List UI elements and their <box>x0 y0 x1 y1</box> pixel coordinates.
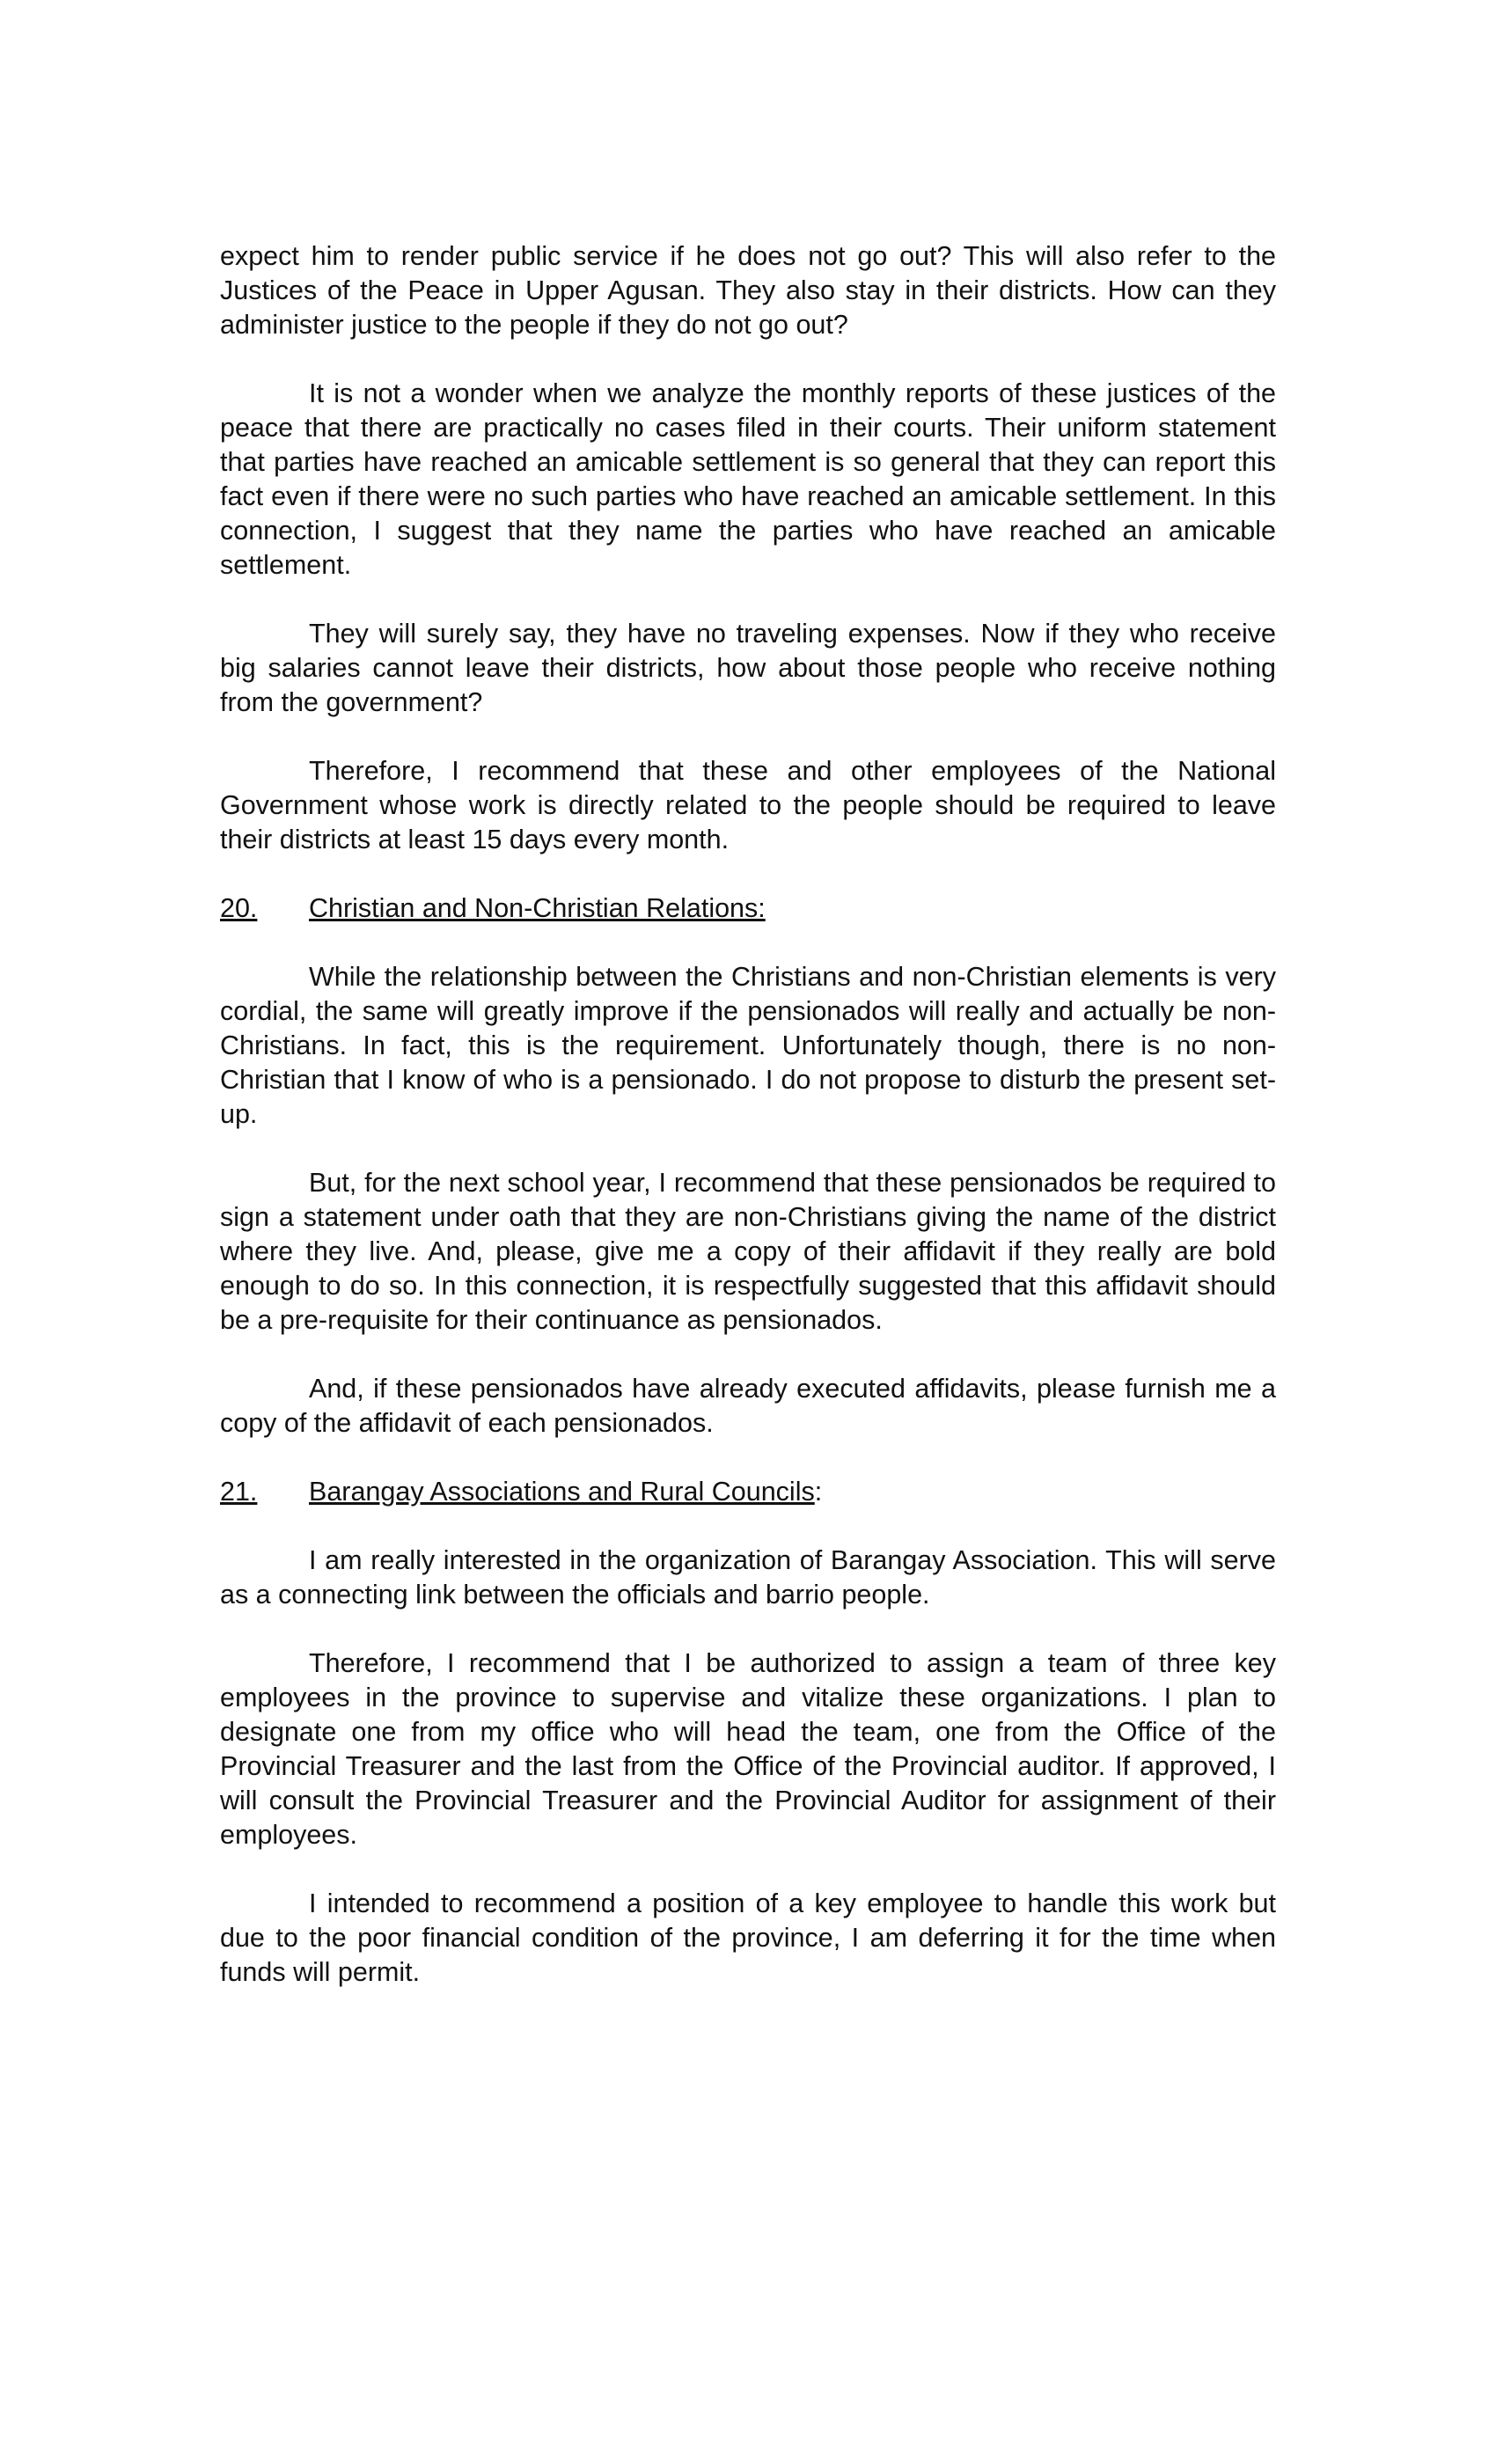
paragraph-affidavit-copy: And, if these pensionados have already executed affidavits, please furnish me a copy of the affidavit of each pensionados. <box>220 1374 1276 1438</box>
section-title-colon: : <box>814 1477 823 1507</box>
paragraph-christian-relations: While the relationship between the Christians and non-Christian elements is very cordial, the same will greatly improve if the pensionados will really and actually be non-Christians. In fact, this is the requirement. Unfortunately though, there is no non-Christian that I know of who is a pensionado. I do not propose to disturb the present set-up. <box>220 962 1276 1129</box>
paragraph-barangay-interest: I am really interested in the organization of Barangay Association. This will serve as a connecting link between the officials and barrio people. <box>220 1545 1276 1610</box>
section-title: Christian and Non-Christian Relations: <box>309 893 766 923</box>
section-number: 21. <box>220 1477 258 1507</box>
document-page <box>220 239 1276 2024</box>
paragraph-team-recommendation: Therefore, I recommend that I be authorized to assign a team of three key employees in the province to supervise and vitalize these organizations. I plan to designate one from my office who will head the team, one from the Office of the Provincial Treasurer and the last from the Office of the Provincial auditor. If approved, I will consult the Provincial Treasurer and the Provincial Auditor for assignment of their employees. <box>220 1648 1276 1850</box>
paragraph-recommendation-districts: Therefore, I recommend that these and other employees of the National Government whose work is directly related to the people should be required to leave their districts at least 15 days every month. <box>220 756 1276 854</box>
section-title: Barangay Associations and Rural Councils <box>309 1477 815 1507</box>
paragraph-justices-reports: It is not a wonder when we analyze the monthly reports of these justices of the peace that there are practically no cases filed in their courts. Their uniform statement that parties have reached an amicable settlement is so general that they can report this fact even if there were no such parties who have reached an amicable settlement. In this connection, I suggest that they name the parties who have reached an amicable settlement. <box>220 378 1276 580</box>
section-heading-20 <box>220 891 1276 926</box>
section-number: 20. <box>220 893 258 923</box>
paragraph-traveling-expenses: They will surely say, they have no traveling expenses. Now if they who receive big salaries cannot leave their districts, how about those people who receive nothing from the government? <box>220 619 1276 717</box>
section-heading-21 <box>220 1475 1276 1509</box>
paragraph-key-employee: I intended to recommend a position of a key employee to handle this work but due to the poor financial condition of the province, I am deferring it for the time when funds will permit. <box>220 1888 1276 1987</box>
paragraph-continuation: expect him to render public service if he does not go out? This will also refer to the Justices of the Peace in Upper Agusan. They also stay in their districts. How can they administer justice to the people if they do not go out? <box>220 241 1276 340</box>
paragraph-pensionados-oath: But, for the next school year, I recommend that these pensionados be required to sign a statement under oath that they are non-Christians giving the name of the district where they live. And, please, give me a copy of their affidavit if they really are bold enough to do so. In this connection, it is respectfully suggested that this affidavit should be a pre-requisite for their continuance as pensionados. <box>220 1168 1276 1335</box>
